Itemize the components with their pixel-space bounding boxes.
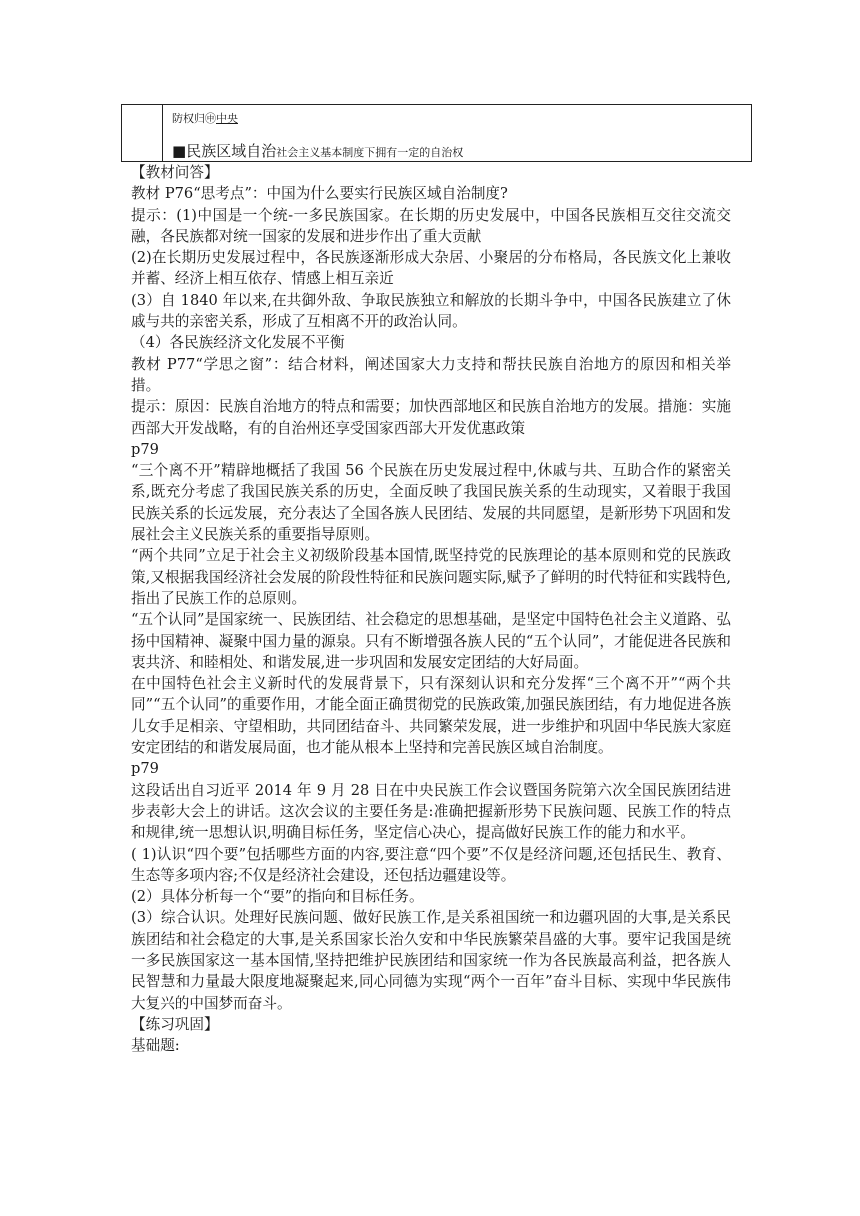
paragraph: 这段话出自习近平 2014 年 9 月 28 日在中央民族工作会议暨国务院第六次全国民族团结进步表彰大会上的讲话。这次会议的主要任务是:准确把握新形势下民族问题、民族工作的特点和规律,统一思想认识,明确目标任务，坚定信心决心，提高做好民族工作的能力和水平。	[131, 781, 731, 842]
paragraph: 提示：(1)中国是一个统-一多民族国家。在长期的历史发展中，中国各民族相互交往交流交融，各民族都对统一国家的发展和进步作出了重大贡献	[131, 206, 731, 245]
paragraph: (2）具体分析每一个“要”的指向和目标任务。	[131, 888, 424, 906]
paragraph: “三个离不开”精辟地概括了我国 56 个民族在历史发展过程中,休戚与共、互助合作的紧密关系,既充分考虑了我国民族关系的历史，全面反映了我国民族关系的生动现实，又着眼于我国民族关系的长远发展，充分表达了全国各族人民团结、发展的共同愿望，是新形势下巩固和发展社会主义民族关系的重要指导原则。	[131, 462, 731, 544]
row1-underlined: 中央	[216, 112, 238, 125]
body-text	[131, 162, 731, 1056]
row1-circled-char: ㊥	[205, 112, 216, 125]
table-row-central-authority	[172, 111, 238, 127]
row2-description: 社会主义基本制度下拥有一定的自治权	[276, 146, 464, 159]
paragraph: 提示：原因：民族自治地方的特点和需要；加快西部地区和民族自治地方的发展。措施：实施西部大开发战略，有的自治州还享受国家西部大开发优惠政策	[131, 398, 731, 437]
table-row-regional-autonomy	[172, 141, 463, 163]
paragraph: 教材 P76“思考点”：中国为什么要实行民族区域自治制度?	[131, 185, 508, 203]
paragraph: (3）自 1840 年以来,在共御外敌、争取民族独立和解放的长期斗争中，中国各民族建立了休戚与共的亲密关系，形成了互相离不开的政治认同。	[131, 291, 731, 331]
summary-table	[121, 104, 752, 162]
section-heading-textbook-qa: 【教材问答】	[131, 164, 219, 181]
paragraph: (2)在长期历史发展过程中，各民族逐渐形成大杂居、小聚居的分布格局，各民族文化上兼收并蓄、经济上相互依存、情感上相互亲近	[131, 249, 731, 288]
paragraph: （4）各民族经济文化发展不平衡	[131, 334, 345, 352]
paragraph: “五个认同”是国家统一、民族团结、社会稳定的思想基础，是坚定中国特色社会主义道路、弘扬中国精神、凝聚中国力量的源泉。只有不断增强各族人民的“五个认同”，才能促进各民族和衷共济、和睦相处、和谐发展,进一步巩固和发展安定团结的大好局面。	[131, 611, 731, 671]
row1-prefix: 防权归	[172, 112, 205, 125]
subheading-basic-questions: 基础题:	[131, 1037, 180, 1055]
paragraph: (3）综合认识。处理好民族问题、做好民族工作,是关系祖国统一和边疆巩固的大事,是关系民族团结和社会稳定的大事,是关系国家长治久安和中华民族繁荣昌盛的大事。要牢记我国是统一多民族国家这一基本国情,坚持把维护民族团结和国家统一作为各民族最高利益，把各族人民智慧和力量最大限度地凝聚起来,同心同德为实现“两个一百年”奋斗目标、实现中华民族伟大复兴的中国梦而奋斗。	[131, 909, 731, 1012]
section-heading-practice: 【练习巩固】	[131, 1015, 219, 1033]
paragraph: 在中国特色社会主义新时代的发展背景下，只有深刻认识和充分发挥“三个离不开”“两个共同”“五个认同”的重要作用，才能全面正确贯彻党的民族政策,加强民族团结，有力地促进各族儿女手足相亲、守望相助，共同团结奋斗、共同繁荣发展，进一步维护和巩固中华民族大家庭安定团结的和谐发展局面，也才能从根本上坚持和完善民族区域自治制度。	[131, 675, 731, 757]
page-reference: p79	[131, 440, 159, 458]
table-column-divider	[162, 105, 163, 161]
paragraph: “两个共同”立足于社会主义初级阶段基本国情,既坚持党的民族理论的基本原则和党的民族政策,又根据我国经济社会发展的阶段性特征和民族问题实际,赋予了鲜明的时代特征和实践特色,指出了民族工作的总原则。	[131, 547, 731, 607]
page-reference: p79	[131, 760, 159, 778]
paragraph: ( 1)认识“四个要”包括哪些方面的内容,要注意“四个要”不仅是经济问题,还包括民生、教育、生态等多项内容;不仅是经济社会建设，还包括边疆建设等。	[131, 845, 731, 884]
row2-heading: 民族区域自治	[186, 142, 277, 160]
square-bullet: ■	[172, 142, 187, 160]
paragraph: 教材 P77“学思之窗”：结合材料，阐述国家大力支持和帮扶民族自治地方的原因和相关举措。	[131, 355, 731, 394]
